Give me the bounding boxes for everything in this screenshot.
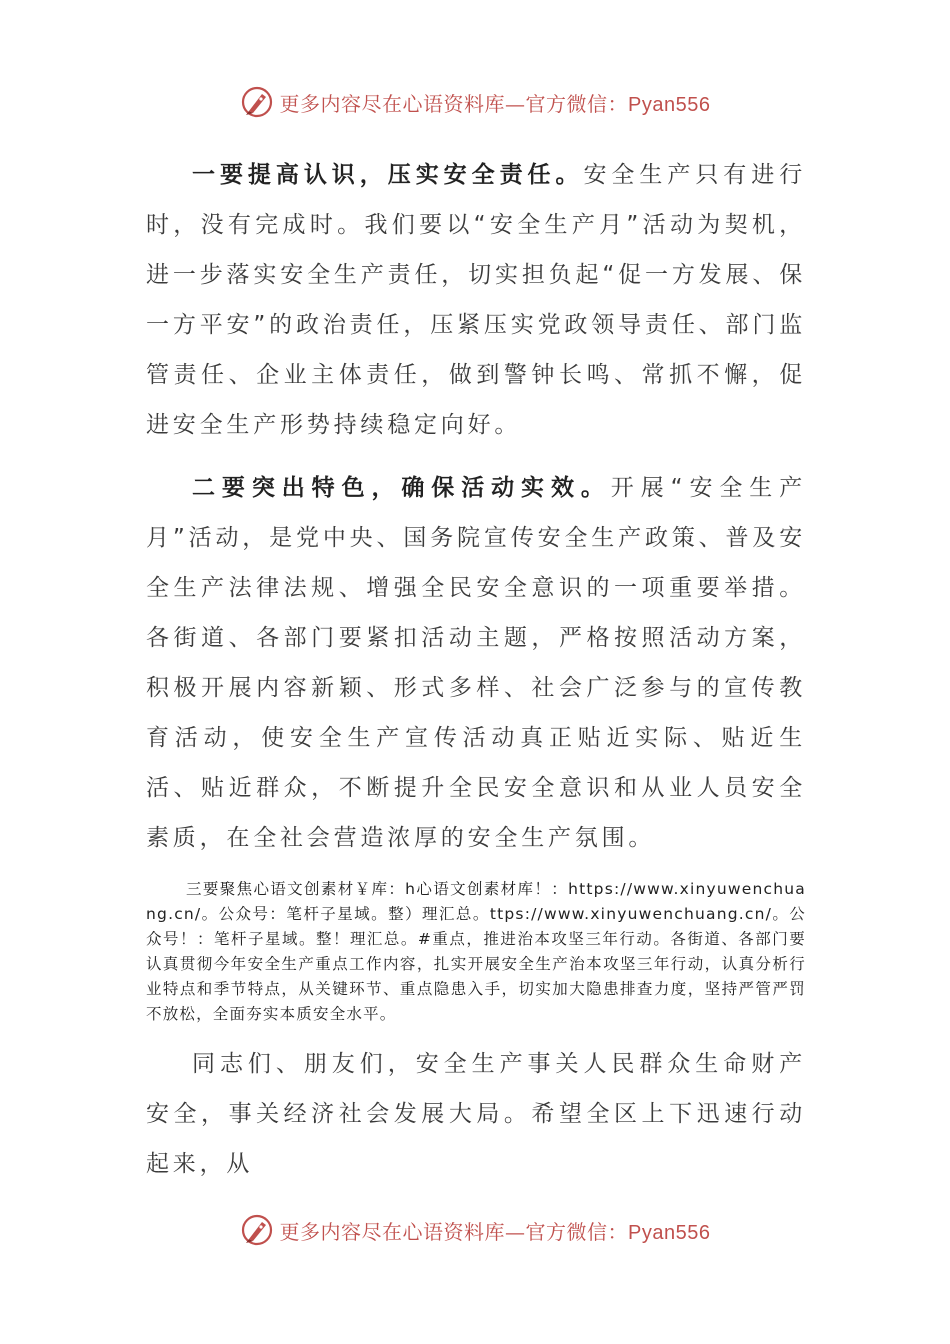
paragraph-3: 三要聚焦心语文创素材￥库：h心语文创素材库！：https://www.xinyuwenchuang.cn/。公众号：笔杆子星域。整）理汇总。ttps://www.xinyuwenchuang.cn/。公众号！：笔杆子星域。整！理汇总。#重点，推进治本攻坚三年行动。各街道、各部门要认真贯彻今年安全生产重点工作内容，扎实开展安全生产治本攻坚三年行动，认真分析行业特点和季节特点，从关键环节、重点隐患入手，切实加大隐患排查力度，坚持严管严罚不放松，全面夯实本质安全水平。 [146,880,806,1023]
paragraph-1 [146,150,806,450]
paragraph-2-heading: 二要突出特色，确保活动实效。 [192,475,611,501]
pen-nib-logo-icon [240,85,274,119]
pen-nib-logo-icon [240,1213,274,1247]
paragraph-1-heading: 一要提高认识，压实安全责任。 [192,162,584,188]
header-watermark-banner [0,82,950,122]
document-body [146,150,806,1189]
paragraph-4: 同志们、朋友们，安全生产事关人民群众生命财产安全，事关经济社会发展大局。希望全区上下迅速行动起来，从 [146,1051,806,1177]
banner-text: 更多内容尽在心语资料库—官方微信：Pyan556 [279,1219,711,1244]
paragraph-2 [146,463,806,863]
banner-text: 更多内容尽在心语资料库—官方微信：Pyan556 [279,91,711,116]
paragraph-2-text: 开展“安全生产月”活动，是党中央、国务院宣传安全生产政策、普及安全生产法律法规、增强全民安全意识的一项重要举措。各街道、各部门要紧扣活动主题，严格按照活动方案，积极开展内容新颖、形式多样、社会广泛参与的宣传教育活动，使安全生产宣传活动真正贴近实际、贴近生活、贴近群众，不断提升全民安全意识和从业人员安全素质，在全社会营造浓厚的安全生产氛围。 [146,475,806,851]
footer-watermark-banner [0,1210,950,1250]
paragraph-1-text: 安全生产只有进行时，没有完成时。我们要以“安全生产月”活动为契机，进一步落实安全生产责任，切实担负起“促一方发展、保一方平安”的政治责任，压紧压实党政领导责任、部门监管责任、企业主体责任，做到警钟长鸣、常抓不懈，促进安全生产形势持续稳定向好。 [146,162,806,438]
